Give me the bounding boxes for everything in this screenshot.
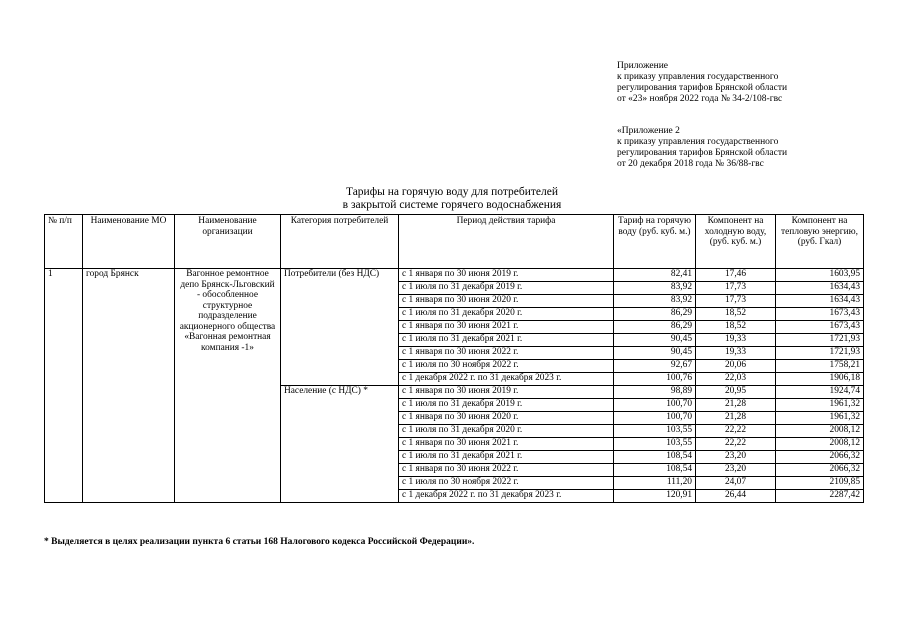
row-heat: 1758,21 <box>776 360 864 373</box>
row-period: с 1 июля по 30 ноября 2022 г. <box>399 477 614 490</box>
row-heat: 1673,43 <box>776 308 864 321</box>
row-cold: 17,46 <box>696 269 776 282</box>
row-tariff: 100,76 <box>614 373 696 386</box>
row-heat: 2287,42 <box>776 490 864 503</box>
row-tariff: 82,41 <box>614 269 696 282</box>
row-heat: 1721,93 <box>776 347 864 360</box>
row-heat: 1634,43 <box>776 282 864 295</box>
row-tariff: 92,67 <box>614 360 696 373</box>
row-tariff: 86,29 <box>614 308 696 321</box>
header-category: Категория потребителей <box>281 215 399 269</box>
row-period: с 1 января по 30 июня 2022 г. <box>399 347 614 360</box>
row-cold: 19,33 <box>696 347 776 360</box>
title-line-1: Тарифы на горячую воду для потребителей <box>345 186 559 198</box>
row-tariff: 83,92 <box>614 295 696 308</box>
row-org: Вагонное ремонтное депо Брянск-Льговский - обособленное структурное подразделение акционерного общества «Вагонная ремонтная компания -1» <box>175 269 281 503</box>
row-cold: 23,20 <box>696 464 776 477</box>
row-period: с 1 января по 30 июня 2019 г. <box>399 386 614 399</box>
row-tariff: 98,89 <box>614 386 696 399</box>
row-tariff: 86,29 <box>614 321 696 334</box>
row-cold: 17,73 <box>696 282 776 295</box>
row-cold: 18,52 <box>696 308 776 321</box>
row-cold: 22,03 <box>696 373 776 386</box>
row-heat: 1906,18 <box>776 373 864 386</box>
row-cold: 20,95 <box>696 386 776 399</box>
row-category: Население (с НДС) * <box>281 386 399 503</box>
row-heat: 2109,85 <box>776 477 864 490</box>
row-period: с 1 января по 30 июня 2022 г. <box>399 464 614 477</box>
row-cold: 17,73 <box>696 295 776 308</box>
row-cold: 24,07 <box>696 477 776 490</box>
header-mo: Наименование МО <box>83 215 175 269</box>
header-heat: Компонент на тепловую энергию, (руб. Гкал) <box>776 215 864 269</box>
row-heat: 1634,43 <box>776 295 864 308</box>
row-heat: 1961,32 <box>776 412 864 425</box>
row-heat: 2008,12 <box>776 438 864 451</box>
row-period: с 1 июля по 31 декабря 2021 г. <box>399 334 614 347</box>
row-period: с 1 июля по 31 декабря 2020 г. <box>399 425 614 438</box>
header-period: Период действия тарифа <box>399 215 614 269</box>
header-cold: Компонент на холодную воду, (руб. куб. м.) <box>696 215 776 269</box>
header-num: № п/п <box>45 215 83 269</box>
row-cold: 23,20 <box>696 451 776 464</box>
row-period: с 1 января по 30 июня 2020 г. <box>399 412 614 425</box>
row-tariff: 90,45 <box>614 347 696 360</box>
row-heat: 2066,32 <box>776 451 864 464</box>
row-cold: 22,22 <box>696 438 776 451</box>
row-cold: 21,28 <box>696 412 776 425</box>
row-period: с 1 декабря 2022 г. по 31 декабря 2023 г. <box>399 490 614 503</box>
row-heat: 1603,95 <box>776 269 864 282</box>
annex2-line: к приказу управления государственного <box>617 137 779 147</box>
row-heat: 1961,32 <box>776 399 864 412</box>
annex-line: Приложение <box>617 61 668 71</box>
row-cold: 19,33 <box>696 334 776 347</box>
row-period: с 1 июля по 31 декабря 2019 г. <box>399 282 614 295</box>
row-cold: 21,28 <box>696 399 776 412</box>
header-tariff: Тариф на горячую воду (руб. куб. м.) <box>614 215 696 269</box>
row-tariff: 100,70 <box>614 399 696 412</box>
row-period: с 1 июля по 31 декабря 2021 г. <box>399 451 614 464</box>
row-cold: 26,44 <box>696 490 776 503</box>
row-heat: 2066,32 <box>776 464 864 477</box>
row-tariff: 103,55 <box>614 438 696 451</box>
row-heat: 1924,74 <box>776 386 864 399</box>
row-heat: 2008,12 <box>776 425 864 438</box>
document-title <box>0 186 904 212</box>
row-tariff: 100,70 <box>614 412 696 425</box>
tariff-table <box>44 214 864 503</box>
row-tariff: 103,55 <box>614 425 696 438</box>
row-num: 1 <box>45 269 83 503</box>
table-header-row <box>45 215 864 269</box>
row-tariff: 90,45 <box>614 334 696 347</box>
row-period: с 1 января по 30 июня 2021 г. <box>399 438 614 451</box>
title-line-2: в закрытой системе горячего водоснабжения <box>342 199 562 211</box>
annex-line: регулирования тарифов Брянской области <box>617 83 788 93</box>
row-period: с 1 января по 30 июня 2021 г. <box>399 321 614 334</box>
row-tariff: 108,54 <box>614 464 696 477</box>
annex2-header <box>617 126 887 170</box>
annex2-line: от 20 декабря 2018 года № 36/88-гвс <box>617 159 764 169</box>
row-period: с 1 июля по 31 декабря 2020 г. <box>399 308 614 321</box>
annex2-line: «Приложение 2 <box>617 126 680 136</box>
row-category: Потребители (без НДС) <box>281 269 399 386</box>
header-org: Наименование организации <box>175 215 281 269</box>
annex2-line: регулирования тарифов Брянской области <box>617 148 788 158</box>
row-heat: 1721,93 <box>776 334 864 347</box>
row-period: с 1 июля по 30 ноября 2022 г. <box>399 360 614 373</box>
row-period: с 1 января по 30 июня 2019 г. <box>399 269 614 282</box>
annex-header <box>617 61 887 105</box>
row-cold: 18,52 <box>696 321 776 334</box>
annex-line: от «23» ноября 2022 года № 34-2/108-гвс <box>617 94 783 104</box>
table-row <box>45 269 864 282</box>
row-mo: город Брянск <box>83 269 175 503</box>
row-period: с 1 января по 30 июня 2020 г. <box>399 295 614 308</box>
row-cold: 20,06 <box>696 360 776 373</box>
row-cold: 22,22 <box>696 425 776 438</box>
row-period: с 1 июля по 31 декабря 2019 г. <box>399 399 614 412</box>
row-period: с 1 декабря 2022 г. по 31 декабря 2023 г. <box>399 373 614 386</box>
row-tariff: 83,92 <box>614 282 696 295</box>
footnote <box>44 537 474 547</box>
footnote-text: * Выделяется в целях реализации пункта 6 статьи 168 Налогового кодекса Российской Федерации». <box>44 537 475 547</box>
row-tariff: 108,54 <box>614 451 696 464</box>
row-tariff: 120,91 <box>614 490 696 503</box>
row-heat: 1673,43 <box>776 321 864 334</box>
annex-line: к приказу управления государственного <box>617 72 779 82</box>
row-tariff: 111,20 <box>614 477 696 490</box>
